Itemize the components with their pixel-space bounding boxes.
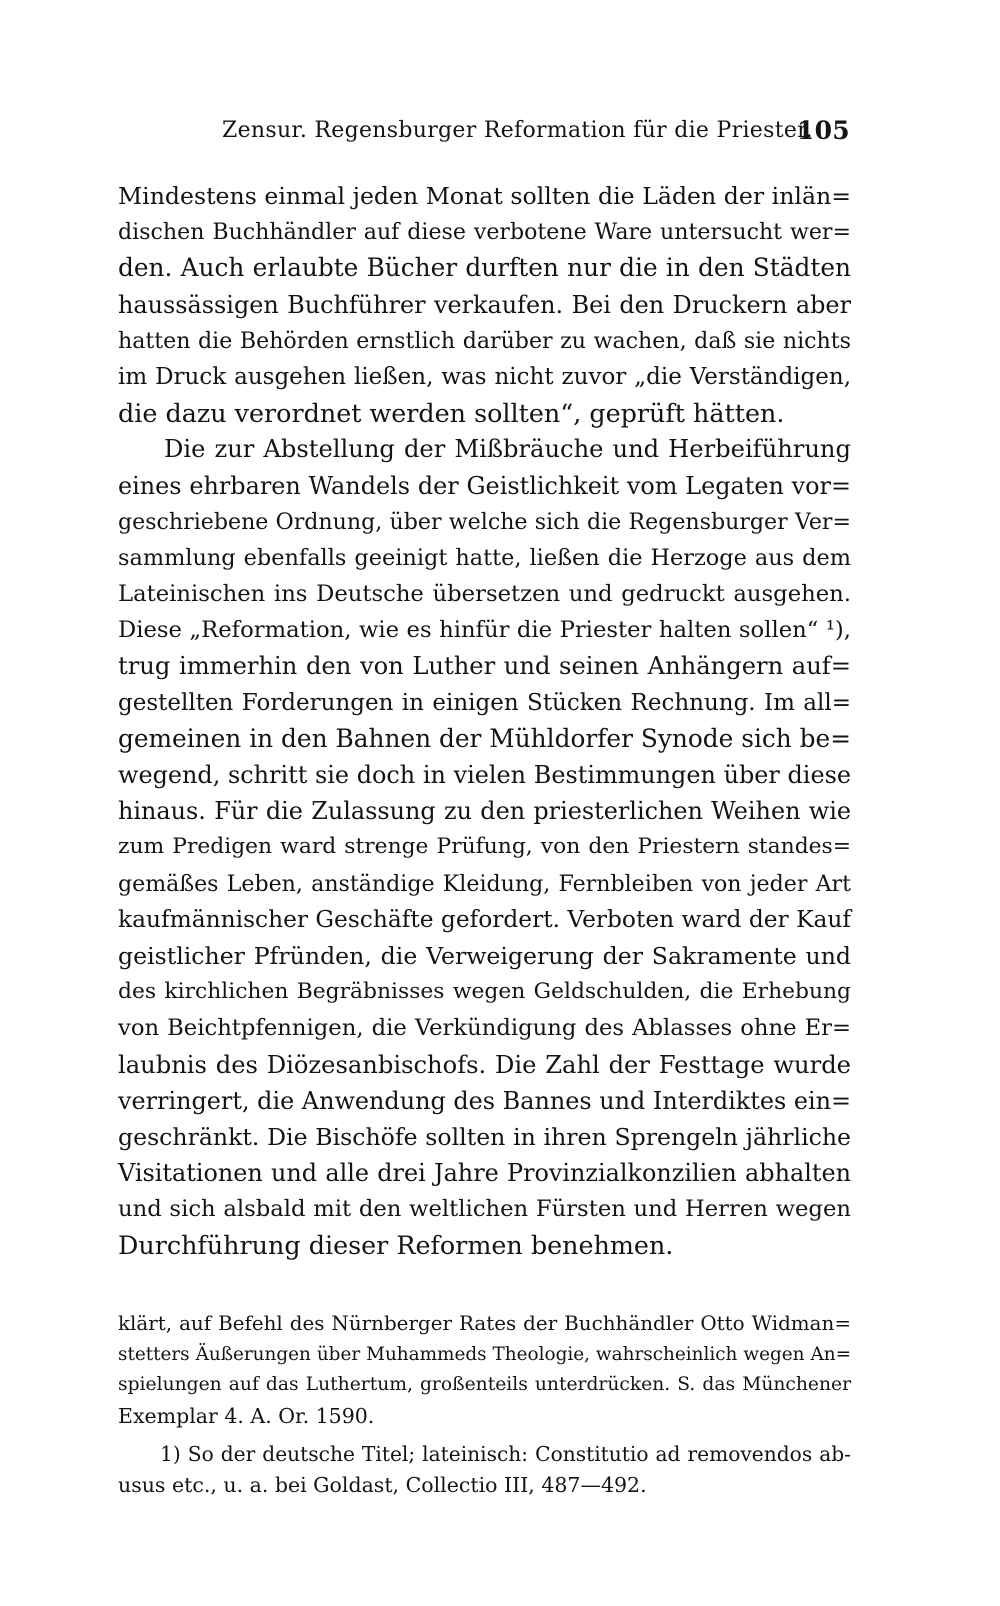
text-line: geistlicher Pfründen, die Verweigerung der Sakramente und [118, 941, 851, 970]
text-line: Durchführung dieser Reformen benehmen. [118, 1230, 674, 1261]
text-line: wegend, schritt sie doch in vielen Bestimmungen über diese [118, 761, 851, 789]
text-line: trug immerhin den von Luther und seinen Anhängern auf= [118, 652, 851, 681]
text-line: gemäßes Leben, anständige Kleidung, Fernbleiben von jeder Art [118, 870, 851, 897]
footnote-line: usus etc., u. a. bei Goldast, Collectio III, 487—492. [118, 1472, 647, 1497]
text-line: die dazu verordnet werden sollten“, geprüft hätten. [118, 398, 785, 429]
text-line: geschriebene Ordnung, über welche sich die Regensburger Ver= [118, 508, 851, 535]
text-line: haussässigen Buchführer verkaufen. Bei den Druckern aber [118, 290, 851, 319]
text-line: verringert, die Anwendung des Bannes und Interdiktes ein= [118, 1086, 852, 1115]
text-line: des kirchlichen Begräbnisses wegen Geldschulden, die Erhebung [118, 979, 851, 1005]
text-line: gestellten Forderungen in einigen Stücken Rechnung. Im all= [118, 689, 851, 716]
footnote-line: klärt, auf Befehl des Nürnberger Rates der Buchhändler Otto Widman= [118, 1312, 851, 1335]
text-line: hinaus. Für die Zulassung zu den priesterlichen Weihen wie [118, 797, 851, 826]
page-number: 105 [796, 116, 850, 145]
main-text [118, 178, 851, 1264]
text-line: den. Auch erlaubte Bücher durften nur die in den Städten [118, 253, 851, 283]
text-line: geschränkt. Die Bischöfe sollten in ihren Sprengeln jährliche [118, 1122, 851, 1151]
text-line: Lateinischen ins Deutsche übersetzen und gedruckt ausgehen. [118, 581, 851, 608]
text-line: dischen Buchhändler auf diese verbotene Ware untersucht wer= [118, 219, 851, 246]
running-title: Zensur. Regensburger Reformation für die Priester. [222, 118, 813, 143]
footnote-line: spielungen auf das Luthertum, großenteils unterdrücken. S. das Münchener [118, 1374, 851, 1395]
text-line: von Beichtpfennigen, die Verkündigung des Ablasses ohne Er= [118, 1015, 851, 1042]
text-line: hatten die Behörden ernstlich darüber zu wachen, daß sie nichts [118, 327, 851, 354]
footnote-line: Exemplar 4. A. Or. 1590. [118, 1403, 375, 1428]
text-line: zum Predigen ward strenge Prüfung, von den Priestern standes= [118, 834, 851, 860]
text-line: Mindestens einmal jeden Monat sollten die Läden der inlän= [118, 182, 851, 210]
footnote-line: stetters Äußerungen über Muhammeds Theologie, wahrscheinlich wegen An= [118, 1343, 851, 1365]
footnote-line: 1) So der deutsche Titel; lateinisch: Constitutio ad removendos ab- [160, 1442, 851, 1466]
text-line: Die zur Abstellung der Mißbräuche und Herbeiführung [164, 435, 851, 464]
text-line: sammlung ebenfalls geeinigt hatte, ließen die Herzoge aus dem [118, 544, 851, 571]
text-line: Diese „Reformation, wie es hinfür die Priester halten sollen“ ¹), [118, 617, 851, 644]
text-line: Visitationen und alle drei Jahre Provinzialkonzilien abhalten [118, 1159, 851, 1188]
footnotes [118, 1309, 851, 1500]
text-line: und sich alsbald mit den weltlichen Fürsten und Herren wegen [118, 1196, 851, 1223]
text-line: gemeinen in den Bahnen der Mühldorfer Synode sich be= [118, 723, 851, 753]
footnote-gap [118, 1431, 851, 1439]
text-line: im Druck ausgehen ließen, was nicht zuvor „die Verständigen, [118, 363, 851, 390]
text-line: kaufmännischer Geschäfte gefordert. Verboten ward der Kauf [118, 905, 851, 933]
text-line: laubnis des Diözesanbischofs. Die Zahl der Festtage wurde [118, 1050, 851, 1079]
text-line: eines ehrbaren Wandels der Geistlichkeit vom Legaten vor= [118, 471, 851, 500]
